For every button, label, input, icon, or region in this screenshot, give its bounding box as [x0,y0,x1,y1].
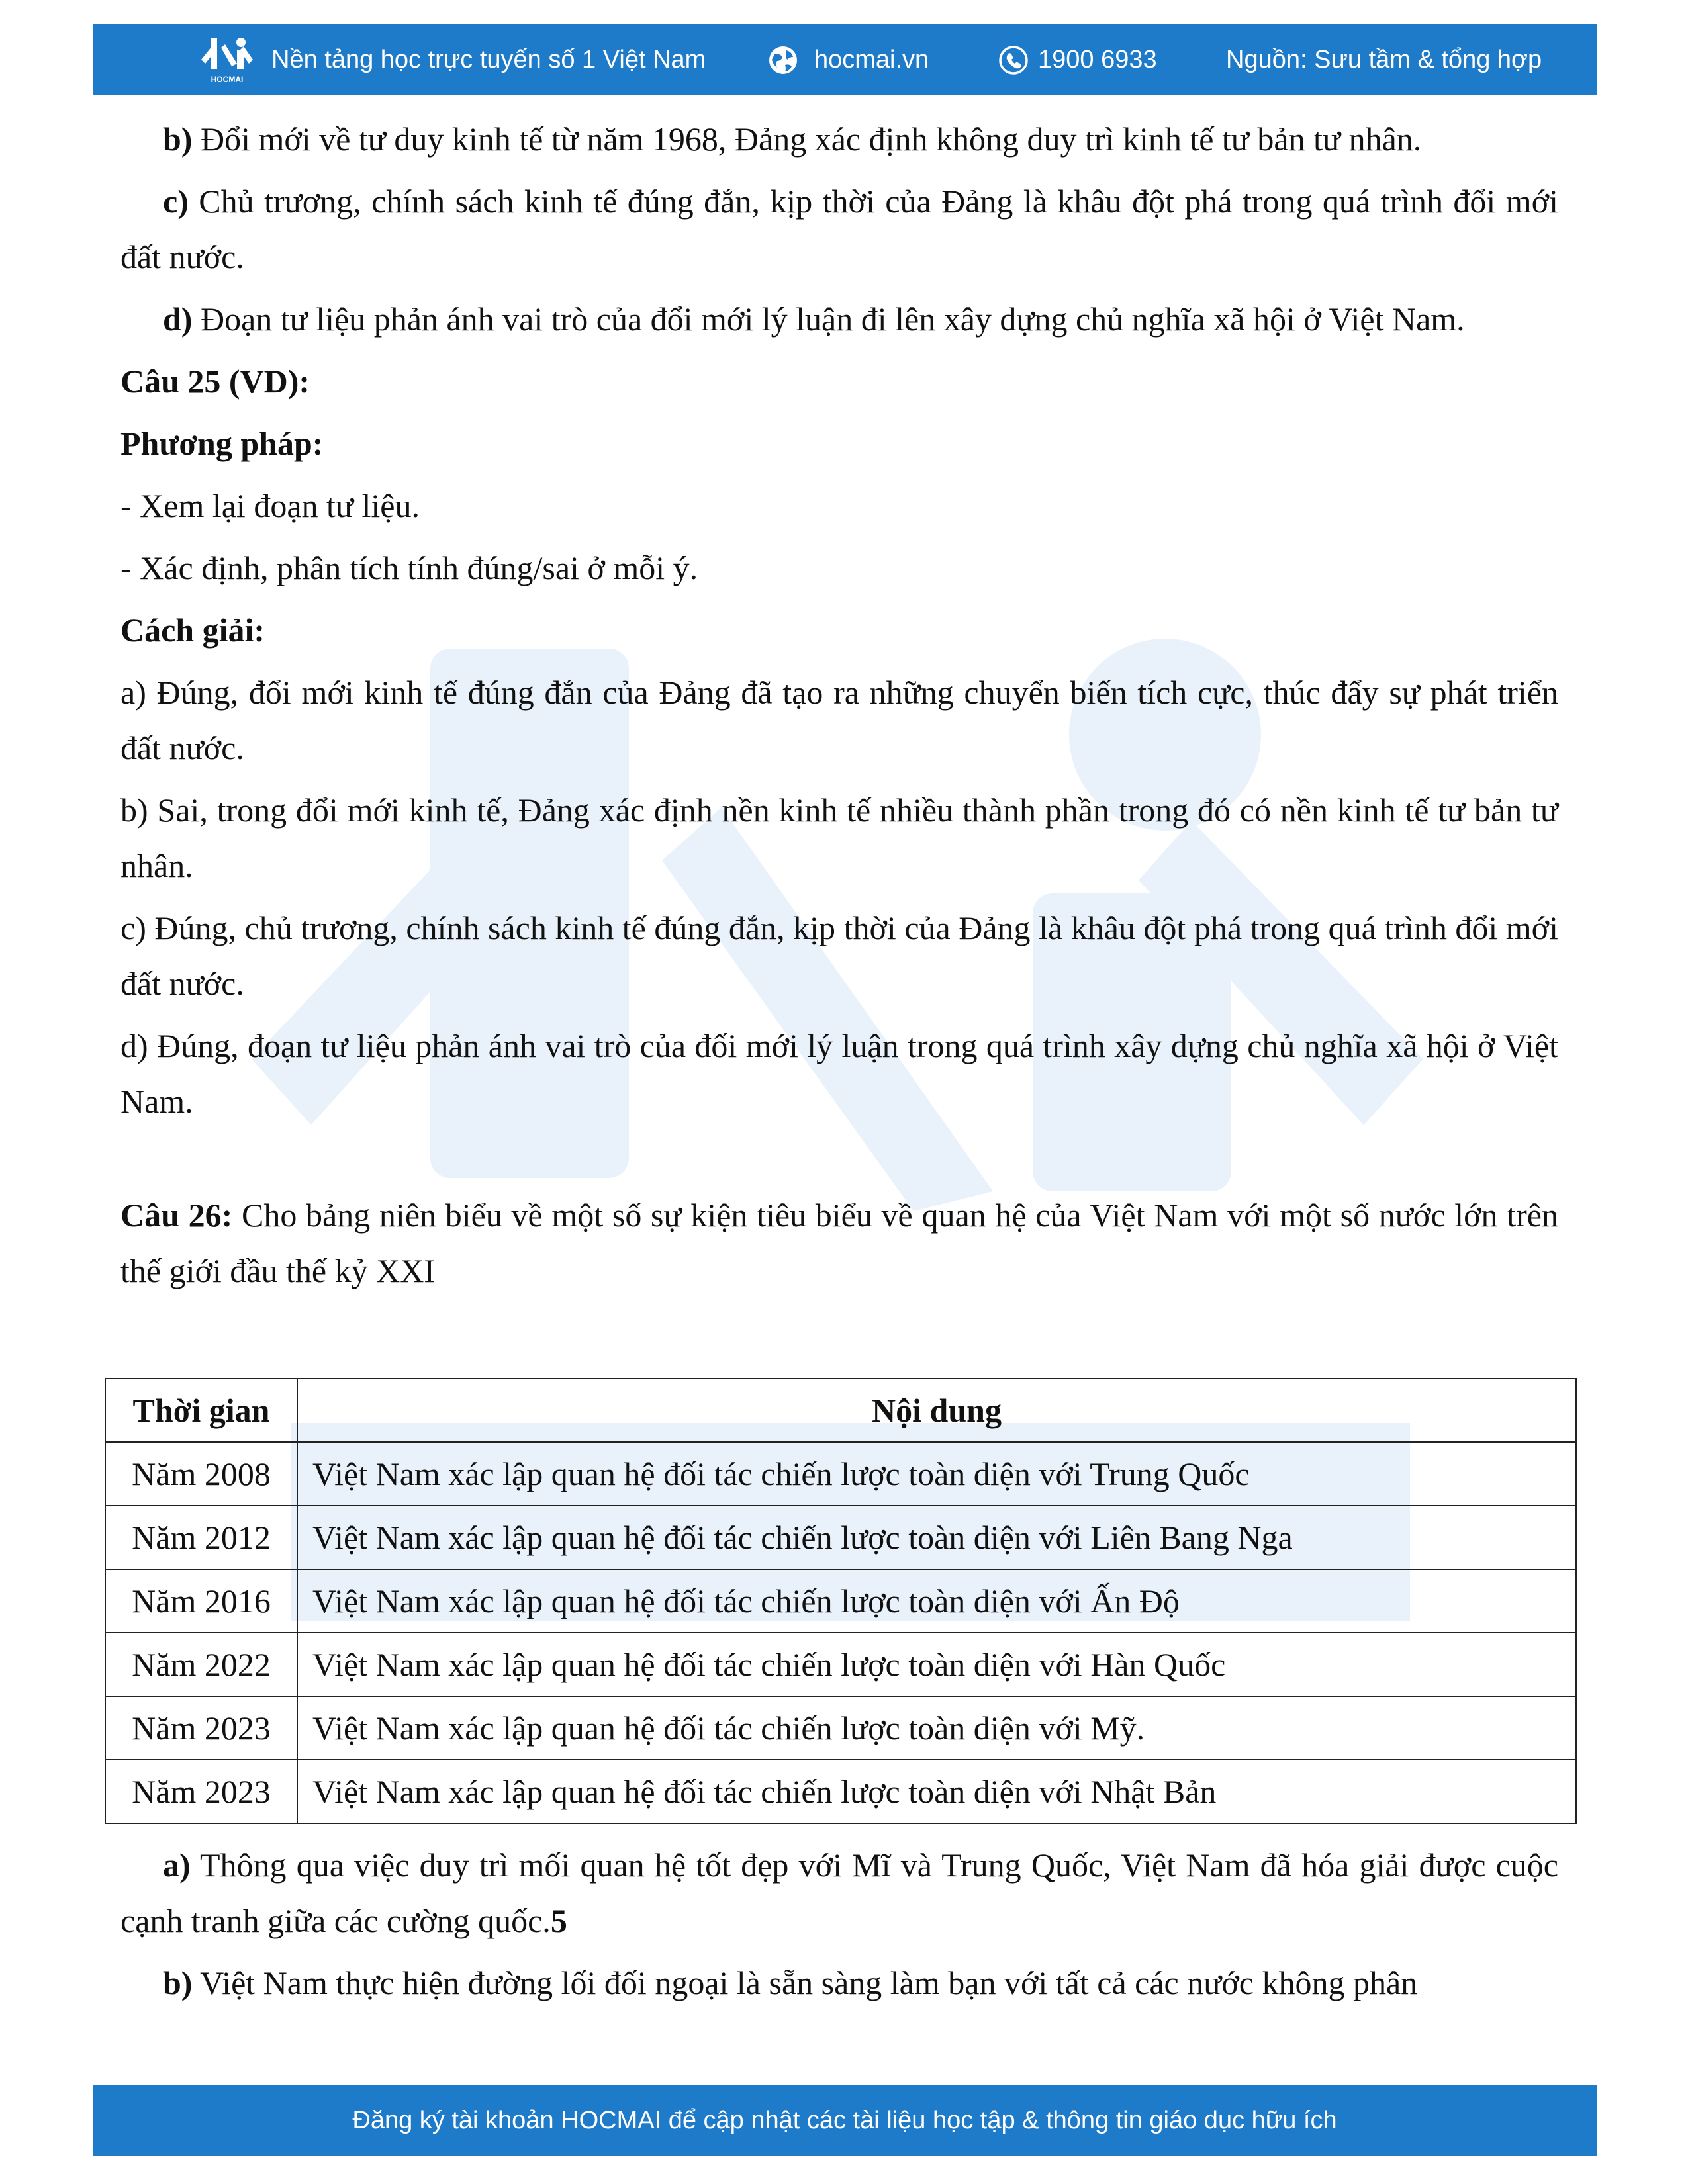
statement-c: c) Chủ trương, chính sách kinh tế đúng đắn, kịp thời của Đảng là khâu đột phá trong quá trình đổi mới đất nước. [120,183,1558,275]
table-cell-year: Năm 2023 [105,1696,297,1760]
statement-26-b: b) Việt Nam thực hiện đường lối đối ngoại là sẵn sàng làm bạn với tất cả các nước không phân [163,1964,1418,2001]
statement-d: d) Đoạn tư liệu phản ánh vai trò của đổi mới lý luận đi lên xây dựng chủ nghĩa xã hội ở Việt Nam. [163,300,1465,338]
header-website-link[interactable]: hocmai.vn [814,45,929,73]
header-tagline: Nền tảng học trực tuyến số 1 Việt Nam [271,45,706,73]
table-row [105,1760,1576,1823]
table-cell-content: Việt Nam xác lập quan hệ đối tác chiến lược toàn diện với Hàn Quốc [297,1633,1576,1696]
statement-26-a: a) Thông qua việc duy trì mối quan hệ tốt đẹp với Mĩ và Trung Quốc, Việt Nam đã hóa giải được cuộc cạnh tranh giữa các cường quốc.5 [120,1846,1558,1939]
table-cell-year: Năm 2008 [105,1442,297,1506]
table-cell-year: Năm 2023 [105,1760,297,1823]
method-step: - Xác định, phân tích tính đúng/sai ở mỗi ý. [120,549,698,586]
table-cell-content: Việt Nam xác lập quan hệ đối tác chiến lược toàn diện với Trung Quốc [297,1442,1576,1506]
phone-icon [998,45,1029,75]
table-cell-year: Năm 2016 [105,1569,297,1633]
logo-icon [199,34,256,86]
page-header [93,24,1597,95]
table-cell-content: Việt Nam xác lập quan hệ đối tác chiến lược toàn diện với Ấn Độ [297,1569,1576,1633]
logo-text: HOCMAI [211,75,244,84]
table-cell-year: Năm 2012 [105,1506,297,1569]
method-heading: Phương pháp: [120,425,324,462]
table-cell-year: Năm 2022 [105,1633,297,1696]
timeline-table [105,1378,1577,1824]
table-cell-content: Việt Nam xác lập quan hệ đối tác chiến lược toàn diện với Nhật Bản [297,1760,1576,1823]
question-26-prompt: Câu 26: Cho bảng niên biểu về một số sự kiện tiêu biểu về quan hệ của Việt Nam với một số nước lớn trên thế giới đầu thế kỷ XXI [120,1197,1558,1289]
question-26-statements [120,1837,1558,2017]
answer-d: d) Đúng, đoạn tư liệu phản ánh vai trò của đối mới lý luận trong quá trình xây dựng chủ nghĩa xã hội ở Việt Nam. [120,1027,1558,1120]
page-footer [93,2085,1597,2156]
column-header-time: Thời gian [105,1379,297,1442]
statement-b: b) Đổi mới về tư duy kinh tế từ năm 1968, Đảng xác định không duy trì kinh tế tư bản tư nhân. [163,120,1422,158]
column-header-content: Nội dung [297,1379,1576,1442]
globe-icon [768,45,798,75]
answer-b: b) Sai, trong đổi mới kinh tế, Đảng xác định nền kinh tế nhiều thành phần trong đó có nền kinh tế tư bản tư nhân. [120,792,1558,884]
answer-a: a) Đúng, đổi mới kinh tế đúng đắn của Đảng đã tạo ra những chuyển biến tích cực, thúc đẩy sự phát triển đất nước. [120,674,1558,766]
table-row [105,1696,1576,1760]
table-row [105,1506,1576,1569]
document-body [120,111,1558,1305]
question-25-title: Câu 25 (VD): [120,363,310,400]
method-step: - Xem lại đoạn tư liệu. [120,487,420,524]
table-header-row [105,1379,1576,1442]
table-row [105,1633,1576,1696]
header-source: Nguồn: Sưu tầm & tổng hợp [1226,45,1542,73]
footer-signup-text: Đăng ký tài khoản HOCMAI để cập nhật các tài liệu học tập & thông tin giáo dục hữu ích [352,2106,1337,2134]
answer-c: c) Đúng, chủ trương, chính sách kinh tế đúng đắn, kịp thời của Đảng là khâu đột phá trong quá trình đổi mới đất nước. [120,909,1558,1002]
table-row [105,1442,1576,1506]
solution-heading: Cách giải: [120,612,265,649]
table-row [105,1569,1576,1633]
table-cell-content: Việt Nam xác lập quan hệ đối tác chiến lược toàn diện với Liên Bang Nga [297,1506,1576,1569]
table-cell-content: Việt Nam xác lập quan hệ đối tác chiến lược toàn diện với Mỹ. [297,1696,1576,1760]
header-phone: 1900 6933 [1038,45,1157,73]
